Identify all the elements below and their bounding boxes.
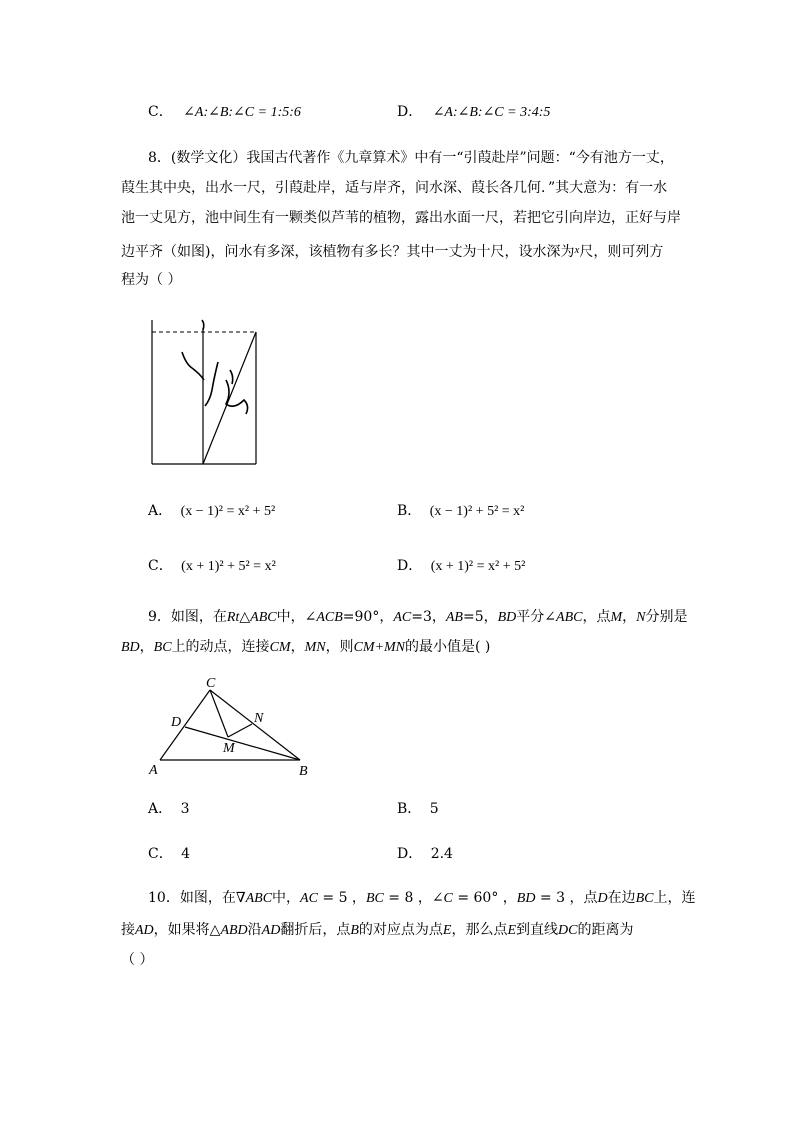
q10-text: 在边	[607, 890, 636, 906]
q10-text: = 8 ，∠	[383, 890, 444, 906]
label-d: D	[171, 715, 182, 730]
q9-text: ，则	[325, 639, 354, 655]
q7-option-c-label: C．	[148, 104, 173, 120]
q9-n: N	[636, 610, 646, 625]
q10-ad: AD	[261, 923, 281, 938]
q10-ad: AD	[135, 923, 154, 938]
q9-option-c	[148, 844, 190, 864]
q10-b: B	[350, 923, 359, 938]
q9-text: 的最小值是( )	[405, 639, 491, 655]
q7-option-c-expr: ∠A:∠B:∠C = 1:5:6	[183, 105, 301, 120]
q9-option-c-label: C．	[148, 846, 173, 862]
q9-text: 分别是	[645, 609, 688, 625]
q8-option-c-expr: (x + 1)² + 5² = x²	[181, 559, 276, 574]
q8-line-4	[121, 240, 663, 262]
q10-bc: BC	[635, 891, 654, 906]
q7-option-d-expr: ∠A:∠B:∠C = 3:4:5	[432, 105, 551, 120]
q9-option-a-label: A．	[148, 801, 173, 817]
q9-text: ，	[139, 639, 154, 655]
q9-text: 中，∠	[276, 609, 317, 625]
q9-mn: MN	[304, 640, 326, 655]
q10-c: C	[443, 891, 453, 906]
reed-pulled	[203, 332, 256, 464]
q9-triangle-figure	[140, 672, 325, 782]
q9-option-b-value: 5	[429, 801, 439, 817]
q8-option-c	[148, 556, 276, 577]
q10-bd: BD	[516, 891, 536, 906]
q7-option-d-label: D．	[397, 104, 423, 120]
q9-abc: ABC	[556, 610, 583, 625]
q9-line-2	[121, 637, 490, 658]
q9-text: ，	[290, 639, 305, 655]
q9-option-d-value: 2.4	[430, 846, 453, 862]
q10-text: 翻折后，点	[280, 922, 351, 938]
q9-text: =90°，	[342, 609, 394, 625]
q10-triangle-abc: ∇ABC	[235, 891, 273, 906]
q10-text: 接	[121, 922, 135, 938]
q9-acb: ACB	[316, 610, 343, 625]
q8-option-a	[148, 501, 275, 522]
q9-option-b	[397, 799, 439, 819]
q8-line-4-text-a: 边平齐（如图)，问水有多深，该植物有多长？其中一丈为十尺，设水深为	[121, 244, 575, 260]
label-c: C	[206, 676, 216, 691]
q9-bd: BD	[497, 610, 517, 625]
q10-e: E	[507, 923, 517, 938]
q8-option-d-label: D．	[397, 558, 423, 574]
q8-option-d	[397, 556, 525, 577]
q7-option-d	[397, 102, 550, 123]
q8-line-4-text-b: 尺，则可列方	[579, 244, 664, 260]
q7-option-c	[148, 102, 301, 123]
q8-option-b-label: B．	[397, 503, 422, 519]
reed-tip	[202, 320, 204, 330]
q9-text: =5，	[462, 609, 498, 625]
q9-cm-plus-mn: CM+MN	[353, 640, 406, 655]
q10-text: ，那么点	[451, 922, 508, 938]
q8-option-b	[397, 501, 524, 522]
q9-option-c-value: 4	[181, 846, 191, 862]
q8-line-3: 池一丈见方，池中间生有一颗类似芦苇的植物，露出水面一尺，若把它引向岸边，正好与岸	[121, 210, 681, 226]
q8-line-1: 8．(数学文化）我国古代著作《九章算术》中有一“引葭赴岸”问题：“今有池方一丈，	[148, 150, 674, 166]
q10-triangle-abd: △ABD	[209, 923, 248, 938]
q10-line-1	[148, 888, 695, 909]
q9-text: 平分∠	[516, 609, 557, 625]
q8-pond-figure	[148, 318, 260, 468]
q9-text: =3，	[411, 609, 446, 625]
weed-2	[205, 362, 218, 406]
q10-ac: AC	[300, 891, 318, 906]
q9-ac: AC	[393, 610, 412, 625]
q10-text: 的距离为	[577, 922, 634, 938]
weed-3	[226, 380, 248, 414]
q10-text: 中，	[272, 890, 301, 906]
weed-4	[230, 370, 233, 384]
q10-text: 的对应点为点	[358, 922, 443, 938]
q10-e: E	[442, 923, 452, 938]
q9-option-a	[148, 799, 190, 819]
q9-option-d-label: D．	[397, 846, 423, 862]
q9-bc: BC	[153, 640, 172, 655]
q10-text: 沿	[247, 922, 262, 938]
label-n: N	[254, 711, 264, 726]
q9-option-b-label: B．	[397, 801, 422, 817]
q10-d: D	[597, 891, 608, 906]
q8-line-5: 程为（ ）	[121, 272, 182, 288]
q10-text: = 3 ，点	[535, 890, 598, 906]
q9-bd: BD	[121, 640, 140, 655]
label-b: B	[299, 764, 308, 779]
q9-text: 9．如图，在	[148, 609, 227, 625]
weed-1	[182, 352, 204, 380]
q10-dc: DC	[558, 923, 578, 938]
q9-ab: AB	[445, 610, 463, 625]
q9-rt: Rt	[226, 610, 240, 625]
q9-option-d	[397, 844, 453, 864]
q9-triangle-symbol: △	[239, 609, 251, 625]
q8-option-a-label: A．	[148, 503, 173, 519]
q10-text: 到直线	[516, 922, 559, 938]
q9-abc: ABC	[250, 610, 277, 625]
side-ac	[160, 690, 210, 760]
q8-option-b-expr: (x − 1)² + 5² = x²	[429, 504, 525, 519]
q8-option-a-expr: (x − 1)² = x² + 5²	[180, 504, 276, 519]
label-m: M	[223, 741, 235, 756]
q8-option-d-expr: (x + 1)² = x² + 5²	[430, 559, 526, 574]
q10-line-3: （ ）	[121, 952, 154, 968]
q10-line-2	[121, 920, 633, 941]
q9-line-1	[148, 607, 688, 628]
q9-option-a-value: 3	[180, 801, 190, 817]
q9-text: ，	[622, 609, 637, 625]
segment-mn	[228, 724, 252, 737]
q9-cm: CM	[269, 640, 291, 655]
q9-text: ，点	[582, 609, 611, 625]
q10-bc: BC	[365, 891, 384, 906]
q10-text: ，如果将	[153, 922, 210, 938]
segment-bd	[185, 727, 300, 760]
label-a: A	[149, 763, 158, 778]
q10-text: 10．如图，在	[148, 890, 236, 906]
q9-m: M	[610, 610, 623, 625]
q8-variable-x: x	[574, 244, 580, 256]
q8-line-2: 葭生其中央，出水一尺，引葭赴岸，适与岸齐，问水深、葭长各几何．”其大意为：有一水	[121, 180, 668, 196]
q8-option-c-label: C．	[148, 558, 173, 574]
q10-text: = 60° ，	[452, 890, 517, 906]
q9-text: 上的动点，连接	[171, 639, 270, 655]
q10-text: = 5 ，	[317, 890, 366, 906]
q10-text: 上，连	[653, 890, 696, 906]
